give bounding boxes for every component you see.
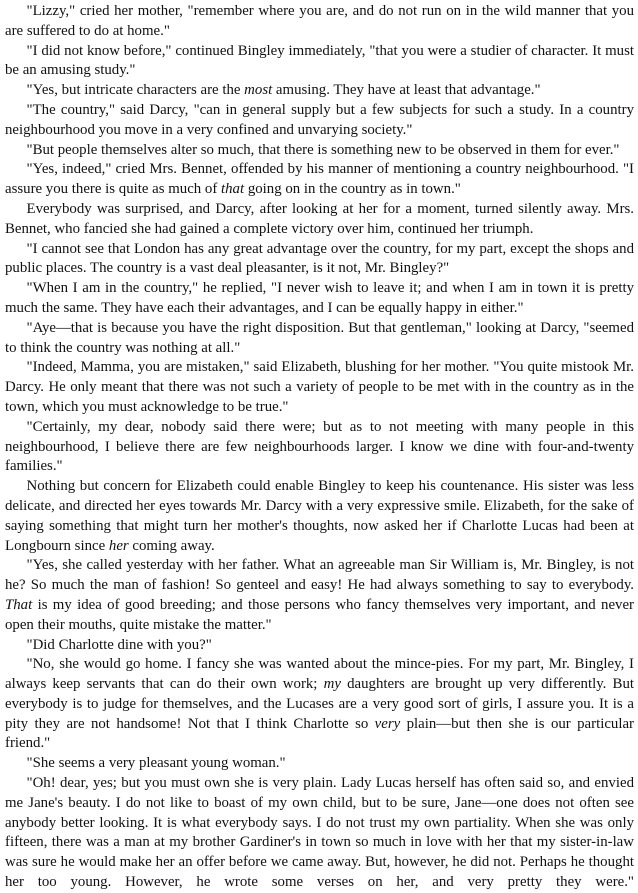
text-run: Nothing but concern for Elizabeth could enable Bingley to keep his countenance. His sister was less delicate, and directed her eyes towards Mr. Darcy with a very expressive smile. Elizabeth, for the sake of saying something that might turn her mother's thoughts, now asked her if Charlotte Lucas had been at Longbourn since bbox=[5, 478, 634, 554]
emphasis-text: very bbox=[374, 715, 401, 732]
text-run: coming away. bbox=[128, 537, 215, 554]
emphasis-text: most bbox=[244, 82, 273, 99]
text-run: going on in the country as in town." bbox=[244, 181, 461, 198]
text-run: "She seems a very pleasant young woman." bbox=[26, 755, 286, 772]
paragraph bbox=[5, 655, 634, 754]
paragraph bbox=[5, 42, 634, 82]
emphasis-text: That bbox=[5, 596, 33, 613]
text-run: daughters are brought up very differently. But everybody is to judge for themselves, and the Lucases are a very good sort of girls, I assure you. It is a pity they are not handsome! Not that I think Charlotte so bbox=[5, 676, 635, 732]
text-run: "When I am in the country," he replied, "I never wish to leave it; and when I am in town it is pretty much the same. They have each their advantages, and I can be equally happy in either." bbox=[5, 280, 634, 316]
text-run: "I did not know before," continued Bingley immediately, "that you were a studier of character. It must be an amusing study." bbox=[5, 42, 634, 79]
text-run: amusing. They have at least that advantage." bbox=[272, 82, 541, 99]
paragraph bbox=[5, 477, 634, 556]
text-run: Everybody was surprised, and Darcy, after looking at her for a moment, turned silently away. Mrs. Bennet, who fancied she had gained a complete victory over him, continued her triumph. bbox=[5, 200, 634, 237]
text-run: "But people themselves alter so much, that there is something new to be observed in them for ever." bbox=[26, 141, 620, 158]
paragraph bbox=[5, 81, 634, 101]
paragraph bbox=[5, 754, 634, 774]
text-run: is my idea of good breeding; and those persons who fancy themselves very important, and never open their mouths, quite mistake the matter." bbox=[5, 596, 634, 633]
text-run: "The country," said Darcy, "can in general supply but a few subjects for such a study. In a country neighbourhood you move in a very confined and unvarying society." bbox=[5, 101, 634, 138]
text-run: "Yes, indeed," cried Mrs. Bennet, offended by his manner of mentioning a country neighbourhood. "I assure you there is quite as much of bbox=[5, 161, 634, 198]
paragraph bbox=[5, 141, 634, 161]
paragraph bbox=[5, 418, 634, 477]
paragraph bbox=[5, 636, 634, 656]
text-run: "Did Charlotte dine with you?" bbox=[26, 636, 212, 653]
paragraph bbox=[5, 101, 634, 141]
emphasis-text: her bbox=[108, 537, 129, 554]
paragraph bbox=[5, 2, 634, 42]
text-run: "I cannot see that London has any great advantage over the country, for my part, except the shops and public places. The country is a vast deal pleasanter, is it not, Mr. Bingley?" bbox=[5, 240, 634, 277]
emphasis-text: that bbox=[221, 181, 245, 198]
paragraph bbox=[5, 774, 634, 893]
paragraph bbox=[5, 200, 634, 240]
text-run: "Certainly, my dear, nobody said there were; but as to not meeting with many people in this neighbourhood, I believe there are few neighbourhoods larger. I know we dine with four-and-twenty families." bbox=[5, 418, 634, 475]
paragraph bbox=[5, 319, 634, 359]
emphasis-text: my bbox=[323, 676, 341, 693]
paragraph bbox=[5, 556, 634, 635]
paragraph bbox=[5, 240, 634, 280]
text-run: plain—but then she is our particular friend." bbox=[5, 715, 634, 752]
paragraph bbox=[5, 279, 634, 319]
text-run: "Yes, she called yesterday with her father. What an agreeable man Sir William is, Mr. Bingley, is not he? So much the man of fashion! So genteel and easy! He had always something to say to everybody. bbox=[5, 557, 634, 594]
text-run: "Yes, but intricate characters are the bbox=[26, 82, 245, 99]
text-run: "Indeed, Mamma, you are mistaken," said Elizabeth, blushing for her mother. "You quite mistook Mr. Darcy. He only meant that there was not such a variety of people to be met with in the country as in the town, which you must acknowledge to be true." bbox=[5, 359, 634, 415]
paragraph bbox=[5, 358, 634, 417]
text-run: "Oh! dear, yes; but you must own she is very plain. Lady Lucas herself has often said so, and envied me Jane's beauty. I do not like to boast of my own child, but to be sure, Jane—one does not often see anybody better looking. It is what everybody says. I do not trust my own partiality. When she was only fifteen, there was a man at my brother Gardiner's in town so much in love with her that my sister-in-law was sure he would make her an offer before we came away. But, however, he did not. Perhaps he thought her too young. However, he wrote some verses on her, and very pretty they were." bbox=[5, 775, 634, 891]
text-run: "Lizzy," cried her mother, "remember where you are, and do not run on in the wild manner that you are suffered to do at home." bbox=[5, 3, 634, 39]
text-run: "No, she would go home. I fancy she was wanted about the mince-pies. For my part, Mr. Bingley, I always keep servants that can do their own work; bbox=[5, 656, 634, 693]
text-run: "Aye—that is because you have the right disposition. But that gentleman," looking at Darcy, "seemed to think the country was nothing at all." bbox=[5, 319, 634, 356]
paragraph bbox=[5, 160, 634, 200]
